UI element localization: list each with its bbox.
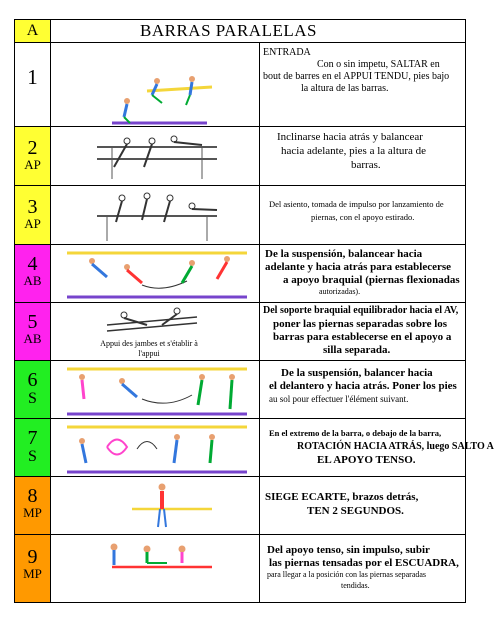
gymnast-figure bbox=[52, 186, 260, 245]
row-illustration bbox=[52, 245, 260, 302]
row-illustration bbox=[52, 303, 260, 360]
table-row bbox=[15, 302, 465, 360]
row-label-cell bbox=[15, 186, 51, 244]
table-row bbox=[15, 360, 465, 418]
illustration-caption bbox=[74, 339, 224, 358]
row-description bbox=[261, 419, 494, 476]
gymnast-figure bbox=[52, 361, 260, 419]
row-description bbox=[261, 127, 465, 185]
row-number: 6 bbox=[27, 369, 38, 391]
row-code: MP bbox=[23, 566, 42, 581]
row-illustration bbox=[52, 127, 260, 185]
row-description bbox=[261, 361, 465, 418]
gymnast-figure bbox=[52, 535, 260, 603]
caption-line: Appui des jambes et s'établir à bbox=[100, 339, 198, 348]
row-code: AP bbox=[24, 157, 41, 172]
gymnast-figure bbox=[52, 477, 260, 535]
description-line: au sol pour effectuer l'élément suivant. bbox=[269, 394, 409, 404]
description-line: para llegar a la posición con las piernas separadas bbox=[267, 570, 427, 579]
header-label: A bbox=[26, 22, 39, 39]
description-line: Del asiento, tomada de impulso por lanzamiento de bbox=[269, 199, 444, 209]
gymnast-figure bbox=[52, 127, 260, 186]
row-label-cell bbox=[15, 43, 51, 126]
row-number: 4 bbox=[27, 253, 38, 275]
row-number: 1 bbox=[27, 65, 38, 89]
row-description bbox=[261, 186, 465, 244]
description-line: De la suspensión, balancer hacia bbox=[281, 367, 433, 379]
row-description bbox=[261, 477, 465, 534]
row-label-cell bbox=[15, 245, 51, 302]
row-code: S bbox=[28, 448, 37, 465]
table-row bbox=[15, 185, 465, 244]
row-label-cell bbox=[15, 477, 51, 534]
description-line: SIEGE ECARTE, brazos detrás, bbox=[265, 491, 419, 503]
table-row bbox=[15, 476, 465, 534]
row-label-cell bbox=[15, 535, 51, 602]
description-line: piernas, con el apoyo estirado. bbox=[311, 212, 415, 222]
row-description bbox=[261, 245, 465, 302]
description-line: Del soporte braquial equilibrador hacia el AV, bbox=[263, 305, 459, 316]
row-number: 8 bbox=[27, 485, 38, 507]
row-label-cell bbox=[15, 303, 51, 360]
description-line: adelante y hacia atrás para establecerse bbox=[265, 261, 452, 273]
row-number: 7 bbox=[27, 427, 38, 449]
row-code: S bbox=[28, 390, 37, 407]
row-number: 9 bbox=[27, 546, 38, 568]
description-line: tendidas. bbox=[341, 581, 370, 590]
description-line: a apoyo braquial (piernas flexionadas bbox=[283, 274, 460, 286]
table-row bbox=[15, 244, 465, 302]
description-line: Con o sin impetu, SALTAR en bbox=[317, 59, 440, 70]
description-line: ROTACIÓN HACIA ATRÁS, luego SALTO A bbox=[297, 441, 494, 452]
row-description bbox=[261, 303, 465, 360]
row-description bbox=[261, 43, 465, 126]
row-illustration bbox=[52, 43, 260, 126]
gymnast-figure bbox=[52, 419, 260, 477]
row-number: 2 bbox=[27, 137, 38, 159]
description-line: TEN 2 SEGUNDOS. bbox=[307, 505, 404, 517]
table-row bbox=[15, 534, 465, 602]
page-title: BARRAS PARALELAS bbox=[140, 21, 317, 40]
gymnast-figure bbox=[52, 43, 260, 127]
row-number: 3 bbox=[27, 196, 38, 218]
description-line: En el extremo de la barra, o debajo de la barra, bbox=[269, 428, 442, 438]
description-line: bout de barres en el APPUI TENDU, pies bajo bbox=[263, 71, 450, 82]
gymnast-figure bbox=[52, 245, 260, 303]
table-row bbox=[15, 42, 465, 126]
description-line: autorizadas). bbox=[319, 287, 361, 296]
description-line: ENTRADA bbox=[263, 47, 311, 58]
description-line: hacia adelante, pies a la altura de bbox=[281, 145, 427, 157]
table-row bbox=[15, 418, 494, 476]
header-label-cell bbox=[15, 20, 51, 42]
row-illustration bbox=[52, 186, 260, 244]
row-label-cell bbox=[15, 127, 51, 185]
description-line: EL APOYO TENSO. bbox=[317, 454, 416, 466]
description-line: poner las piernas separadas sobre los bbox=[273, 318, 448, 330]
table-header bbox=[15, 20, 465, 42]
exercise-table bbox=[14, 19, 494, 603]
row-code: AB bbox=[23, 331, 42, 346]
row-code: AB bbox=[23, 273, 42, 288]
row-description bbox=[261, 535, 465, 602]
description-line: barras. bbox=[351, 159, 381, 171]
row-illustration bbox=[52, 535, 260, 602]
table-row bbox=[15, 126, 465, 185]
row-label-cell bbox=[15, 419, 51, 476]
description-line: las piernas tensadas por el ESCUADRA, bbox=[269, 557, 459, 569]
description-line: Inclinarse hacia atrás y balancear bbox=[277, 131, 423, 143]
description-line: la altura de las barras. bbox=[301, 83, 389, 94]
row-illustration bbox=[52, 419, 260, 476]
row-code: AP bbox=[24, 216, 41, 231]
description-line: silla separada. bbox=[323, 344, 391, 356]
row-label-cell bbox=[15, 361, 51, 418]
row-number: 5 bbox=[27, 311, 38, 333]
row-illustration bbox=[52, 477, 260, 534]
caption-line: l'appui bbox=[138, 348, 160, 358]
description-line: barras para establecerse en el apoyo a bbox=[273, 331, 452, 343]
row-illustration bbox=[52, 361, 260, 418]
description-line: De la suspensión, balancear hacia bbox=[265, 248, 423, 260]
description-line: el delantero y hacia atrás. Poner los pies bbox=[269, 380, 457, 392]
row-code: MP bbox=[23, 505, 42, 520]
description-line: Del apoyo tenso, sin impulso, subir bbox=[267, 544, 430, 556]
